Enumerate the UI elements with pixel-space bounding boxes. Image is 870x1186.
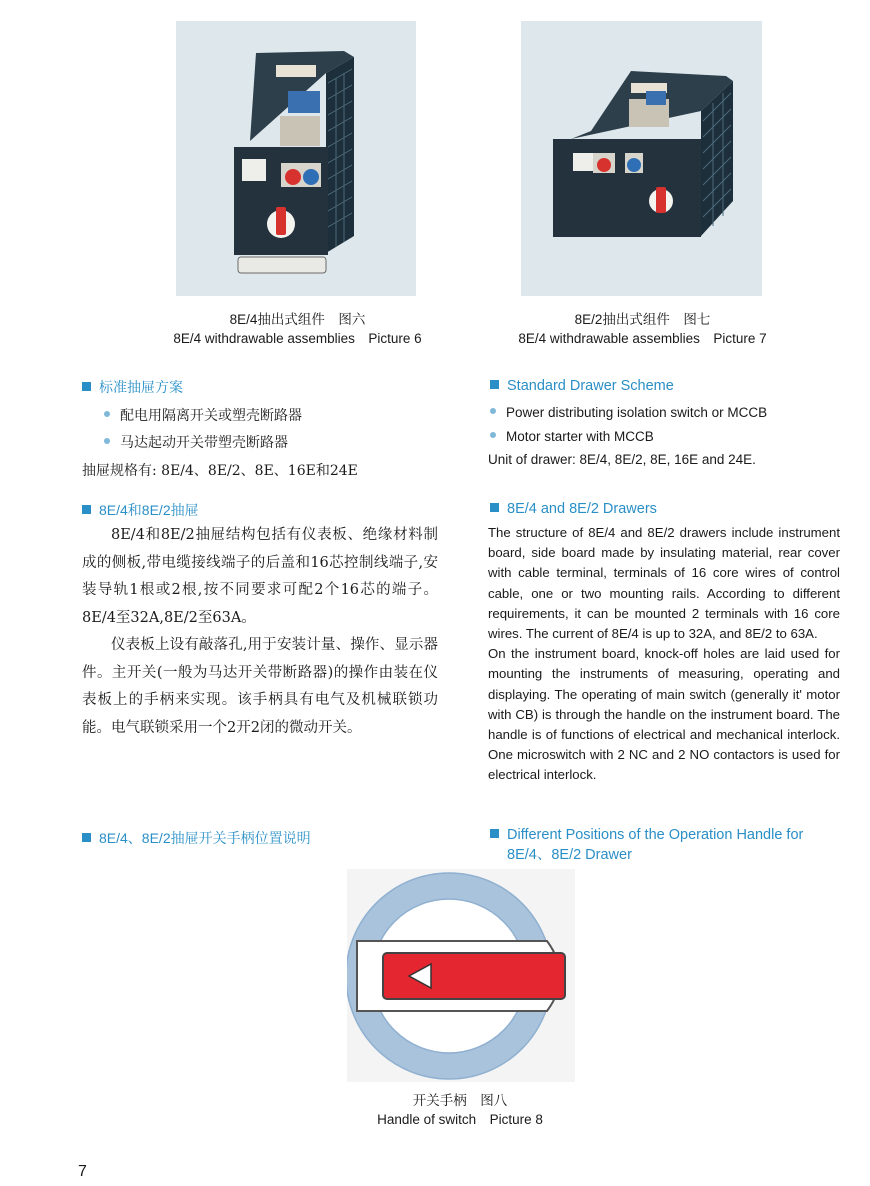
caption-en: 8E/4 withdrawable assemblies Picture 7 — [518, 331, 767, 346]
section3-heading-cn: 8E/4、8E/2抽屉开关手柄位置说明 — [82, 828, 311, 848]
picture-6-caption — [150, 310, 445, 348]
paragraph: On the instrument board, knock-off holes are laid used for mounting the instruments of measuring, operating and displaying. The operating of main switch (generally it' motor with CB) is through the handle on the instrument board. The handle is of functions of electrical and mechanical interlock. One microswitch with 2 NC and 2 NO contactors is used for electrical interlock. — [488, 646, 840, 783]
dot-bullet-icon — [104, 411, 110, 417]
paragraph: 8E/4和8E/2抽屉结构包括有仪表板、绝缘材料制成的侧板,带电缆接线端子的后盖和16芯控制线端子,安装导轨1根或2根,按不同要求可配2个16芯的端子。8E/4至32A,8E/2至63A。 — [82, 527, 438, 626]
section1-spec-cn: 抽屉规格有: 8E/4、8E/2、8E、16E和24E — [82, 463, 358, 479]
drawer-8e2-illustration — [521, 21, 762, 296]
switch-handle-illustration — [347, 869, 575, 1082]
page-number: 7 — [78, 1163, 87, 1180]
caption-en: Handle of switch Picture 8 — [377, 1112, 543, 1127]
section1-bullet-cn-2: 马达起动开关带塑壳断路器 — [104, 432, 288, 452]
section1-bullet-en-1: Power distributing isolation switch or MCCB — [490, 405, 767, 420]
caption-cn: 8E/4抽出式组件 图六 — [229, 312, 366, 327]
section1-spec-en: Unit of drawer: 8E/4, 8E/2, 8E, 16E and 24E. — [488, 452, 756, 467]
paragraph: The structure of 8E/4 and 8E/2 drawers include instrument board, side board made by insulating material, rear cover with cable terminal, terminals of 16 core wires of control cable, one or two mounting rails. According to different requirements, it can be mounted 2 terminals with 16 core wires. The current of 8E/4 is up to 32A, and 8E/2 to 63A. — [488, 525, 840, 642]
square-bullet-icon — [490, 829, 499, 838]
dot-bullet-icon — [104, 438, 110, 444]
picture-8 — [347, 869, 575, 1082]
section1-bullet-en-2: Motor starter with MCCB — [490, 429, 654, 444]
section2-body-en — [488, 523, 840, 786]
square-bullet-icon — [490, 503, 499, 512]
paragraph: 仪表板上设有敲落孔,用于安装计量、操作、显示器件。主开关(一般为马达开关带断路器)的操作由装在仪表板上的手柄来实现。该手柄具有电气及机械联锁功能。电气联锁采用一个2开2闭的微动开关。 — [82, 637, 438, 736]
picture-6 — [176, 21, 416, 296]
picture-7-caption — [495, 310, 790, 348]
square-bullet-icon — [82, 505, 91, 514]
caption-en: 8E/4 withdrawable assemblies Picture 6 — [173, 331, 422, 346]
dot-bullet-icon — [490, 408, 496, 414]
drawer-8e4-illustration — [176, 21, 416, 296]
section1-bullet-cn-1: 配电用隔离开关或塑壳断路器 — [104, 405, 302, 425]
caption-cn: 8E/2抽出式组件 图七 — [574, 312, 711, 327]
section3-heading-en: Different Positions of the Operation Handle for 8E/4、8E/2 Drawer — [490, 825, 803, 865]
caption-cn: 开关手柄 图八 — [412, 1093, 508, 1108]
section1-heading-cn: 标准抽屉方案 — [82, 377, 183, 397]
square-bullet-icon — [490, 380, 499, 389]
picture-8-caption — [335, 1091, 585, 1129]
square-bullet-icon — [82, 382, 91, 391]
picture-7 — [521, 21, 762, 296]
square-bullet-icon — [82, 833, 91, 842]
section1-heading-en: Standard Drawer Scheme — [490, 376, 674, 396]
section2-body-cn — [82, 522, 438, 742]
section2-heading-cn: 8E/4和8E/2抽屉 — [82, 500, 199, 520]
section2-heading-en: 8E/4 and 8E/2 Drawers — [490, 499, 657, 519]
dot-bullet-icon — [490, 432, 496, 438]
